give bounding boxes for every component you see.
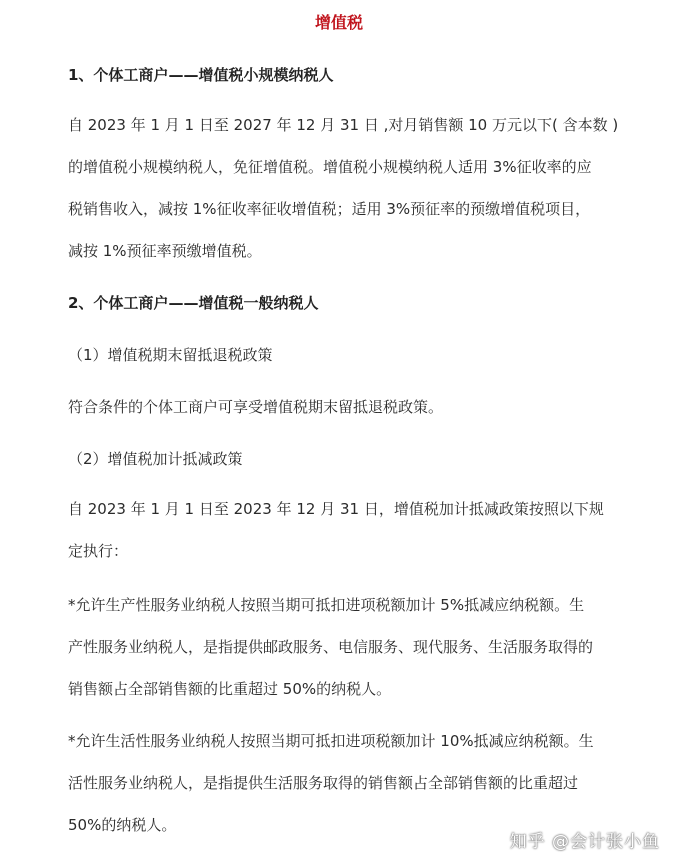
subsection-1-heading: （1）增值税期末留抵退税政策 — [68, 346, 273, 364]
section-1-paragraph — [68, 104, 628, 272]
paragraph-line: 活性服务业纳税人，是指提供生活服务取得的销售额占全部销售额的比重超过 — [68, 774, 579, 792]
section-1-heading: 1、个体工商户——增值税小规模纳税人 — [68, 66, 334, 84]
paragraph-line: 50%的纳税人。 — [68, 816, 177, 834]
section-2-heading: 2、个体工商户——增值税一般纳税人 — [68, 294, 319, 312]
paragraph-line: 销售额占全部销售额的比重超过 50%的纳税人。 — [68, 680, 392, 698]
paragraph-line: 定执行： — [68, 542, 129, 560]
paragraph-line: 减按 1%预征率预缴增值税。 — [68, 242, 262, 260]
subsection-2-paragraph — [68, 488, 628, 572]
subsection-2-heading: （2）增值税加计抵减政策 — [68, 450, 243, 468]
paragraph-line: 的增值税小规模纳税人，免征增值税。增值税小规模纳税人适用 3%征收率的应 — [68, 158, 592, 176]
paragraph-line: *允许生产性服务业纳税人按照当期可抵扣进项税额加计 5%抵减应纳税额。生 — [68, 596, 585, 614]
watermark: 知乎 @会计张小鱼 — [509, 832, 660, 852]
document-title: 增值税 — [314, 13, 363, 32]
paragraph-line: 产性服务业纳税人，是指提供邮政服务、电信服务、现代服务、生活服务取得的 — [68, 638, 594, 656]
paragraph-line: 自 2023 年 1 月 1 日至 2023 年 12 月 31 日，增值税加计抵减政策按照以下规 — [68, 500, 604, 518]
paragraph-line: 税销售收入，减按 1%征收率征收增值税；适用 3%预征率的预缴增值税项目， — [68, 200, 591, 218]
subsection-1-text: 符合条件的个体工商户可享受增值税期末留抵退税政策。 — [68, 398, 444, 416]
paragraph-line: *允许生活性服务业纳税人按照当期可抵扣进项税额加计 10%抵减应纳税额。生 — [68, 732, 594, 750]
item-1-paragraph — [68, 584, 628, 710]
paragraph-line: 自 2023 年 1 月 1 日至 2027 年 12 月 31 日 ,对月销售额 10 万元以下( 含本数 ) — [68, 116, 619, 134]
